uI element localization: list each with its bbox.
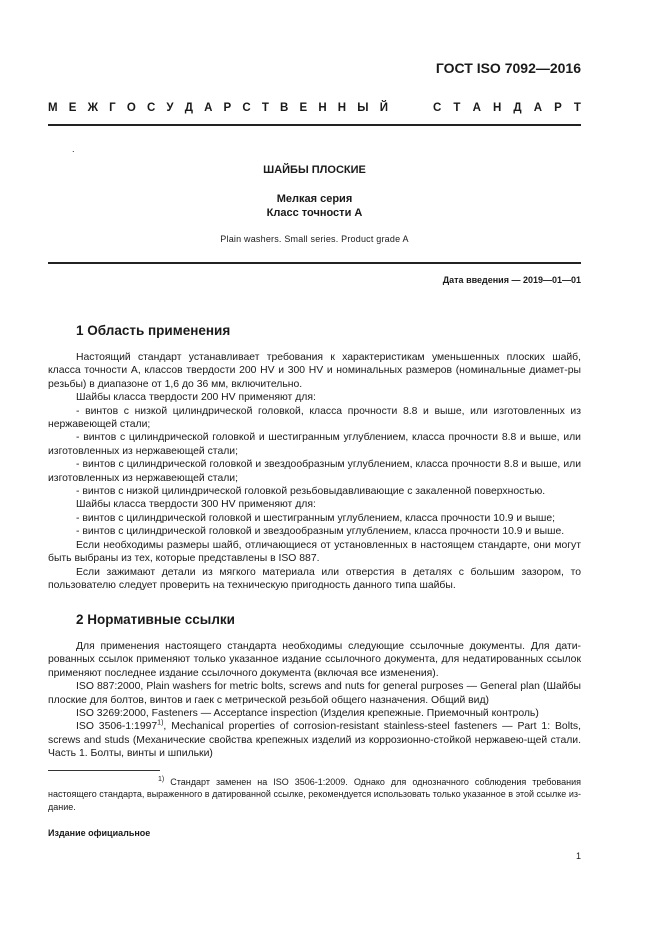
banner-letter: Н <box>318 102 327 114</box>
banner-letter: С <box>242 102 251 114</box>
paragraph: Если необходимы размеры шайб, отличающиеся от установленных в настоящем стандарте, они могут быть выбраны из тех, которые представлены в ISO 887. <box>48 539 581 565</box>
reference-iso-3506 <box>48 720 581 760</box>
section-2-heading: 2 Нормативные ссылки <box>76 612 235 627</box>
banner-letter: Д <box>513 102 522 114</box>
banner-letter: Т <box>261 102 269 114</box>
title-rule <box>48 262 581 264</box>
banner-letter: М <box>48 102 58 114</box>
banner-letter: Ы <box>357 102 369 114</box>
subtitle-series: Мелкая серия <box>276 193 353 205</box>
list-item: - винтов с цилиндрической головкой и шестигранным углублением, класса прочности 8.8 и выше, или изготовленных из нержавеющей стали; <box>48 432 581 457</box>
banner-letter: О <box>126 102 136 114</box>
section-1-heading: 1 Область применения <box>76 323 231 338</box>
banner-letter: А <box>533 102 543 114</box>
paragraph: Шайбы класса твердости 200 HV применяют для: <box>76 392 316 404</box>
official-edition-label: Издание официальное <box>48 828 151 838</box>
reference-iso-3269: ISO 3269:2000, Fasteners — Acceptance inspection (Изделия крепежные. Приемочный контроль) <box>76 708 539 720</box>
footnote-number: 1) <box>158 776 165 783</box>
english-title: Plain washers. Small series. Product grade A <box>220 234 409 244</box>
list-item: - винтов с цилиндрической головкой и звездообразным углублением, класса прочности 10.9 и выше. <box>76 526 565 538</box>
banner-word-interstate <box>48 102 388 114</box>
paragraph: Для применения настоящего стандарта необходимы следующие ссылочные документы. Для дати-рованных ссылок применяют только указанное издание ссылочного документа, для недатированных ссылок применяют последнее издание ссылочного документа (включая все изменения). <box>48 641 581 679</box>
paragraph: Если зажимают детали из мягкого материала или отверстия в деталях с большим зазором, то пользователю следует проверить на техническую пригодность данного типа шайбы. <box>48 566 581 591</box>
banner-letter: Т <box>453 102 461 114</box>
margin-dot: . <box>72 144 75 154</box>
document-title: ШАЙБЫ ПЛОСКИЕ <box>263 164 366 176</box>
subtitle-grade: Класс точности А <box>266 207 363 219</box>
footnote-rule <box>48 770 160 771</box>
banner-letter: В <box>280 102 289 114</box>
banner-letter: Д <box>184 102 193 114</box>
banner-letter: Р <box>554 102 562 114</box>
list-item: - винтов с низкой цилиндрической головкой резьбовыдавливающие с закаленной поверхностью. <box>76 486 546 498</box>
reference-iso-887: ISO 887:2000, Plain washers for metric bolts, screws and nuts for general purposes — General plan (Шайбы плоские для болтов, винтов и гаек с метрической резьбой общего назначения. Общий вид) <box>48 681 581 706</box>
reference-id: ISO 3506-1:1997 <box>76 721 158 733</box>
paragraph: Шайбы класса твердости 300 HV применяют для: <box>76 499 316 511</box>
banner-letter: А <box>472 102 481 114</box>
list-item: - винтов с низкой цилиндрической головкой, класса прочности 8.8 и выше, или изготовленных из нержавеющей стали; <box>48 405 581 431</box>
footnote-text: Стандарт заменен на ISO 3506-1:2009. Однако для однозначного соблюдения требования настоящего стандарта, выраженного в датированной ссылке, рекомендуется использовать только указанное в этой ссылке из-дание. <box>48 777 581 812</box>
document-code: ГОСТ ISO 7092—2016 <box>435 60 581 76</box>
banner-letter: Т <box>573 102 581 114</box>
banner-letter: Ж <box>87 102 98 114</box>
banner-letter: Й <box>379 102 388 114</box>
list-item: - винтов с цилиндрической головкой и звездообразным углублением, класса прочности 8.8 и выше, или изготовленных из нержавеющей стали; <box>48 459 581 484</box>
banner-letter: Г <box>109 102 116 114</box>
banner-letter: У <box>166 102 174 114</box>
header-rule <box>48 124 581 126</box>
footnote-marker: 1) <box>157 719 164 727</box>
banner-letter: Е <box>299 102 308 114</box>
banner-letter: Н <box>492 102 502 114</box>
banner-word-standard <box>433 102 581 114</box>
standard-banner <box>48 102 581 114</box>
introduction-date: Дата введения — 2019—01—01 <box>442 275 581 285</box>
paragraph: Настоящий стандарт устанавливает требования к характеристикам уменьшенных плоских шайб, класса точности А, классов твердости 200 HV и 300 HV и номинальных размеров (номинальные диамет-ры резьбы) в диапазоне от 1,6 до 36 мм, включительно. <box>48 352 581 390</box>
banner-letter: Р <box>223 102 232 114</box>
banner-letter: С <box>433 102 442 114</box>
section-2-body <box>48 640 581 761</box>
banner-letter: А <box>204 102 213 114</box>
footnote <box>48 776 581 813</box>
banner-letter: Е <box>68 102 77 114</box>
reference-text: , Mechanical properties of corrosion-resistant stainless-steel fasteners — Part 1: Bolts, screws and studs (Механические свойства крепежных изделий из коррозионно-стойкой нержавею-щей стали. Часть 1. Болты, винты и шпильки) <box>48 721 581 760</box>
banner-letter: Н <box>337 102 347 114</box>
section-1-body <box>48 351 581 592</box>
list-item: - винтов с цилиндрической головкой и шестигранным углублением, класса прочности 10.9 и выше; <box>76 512 556 524</box>
page-number: 1 <box>575 851 581 861</box>
banner-letter: С <box>146 102 156 114</box>
